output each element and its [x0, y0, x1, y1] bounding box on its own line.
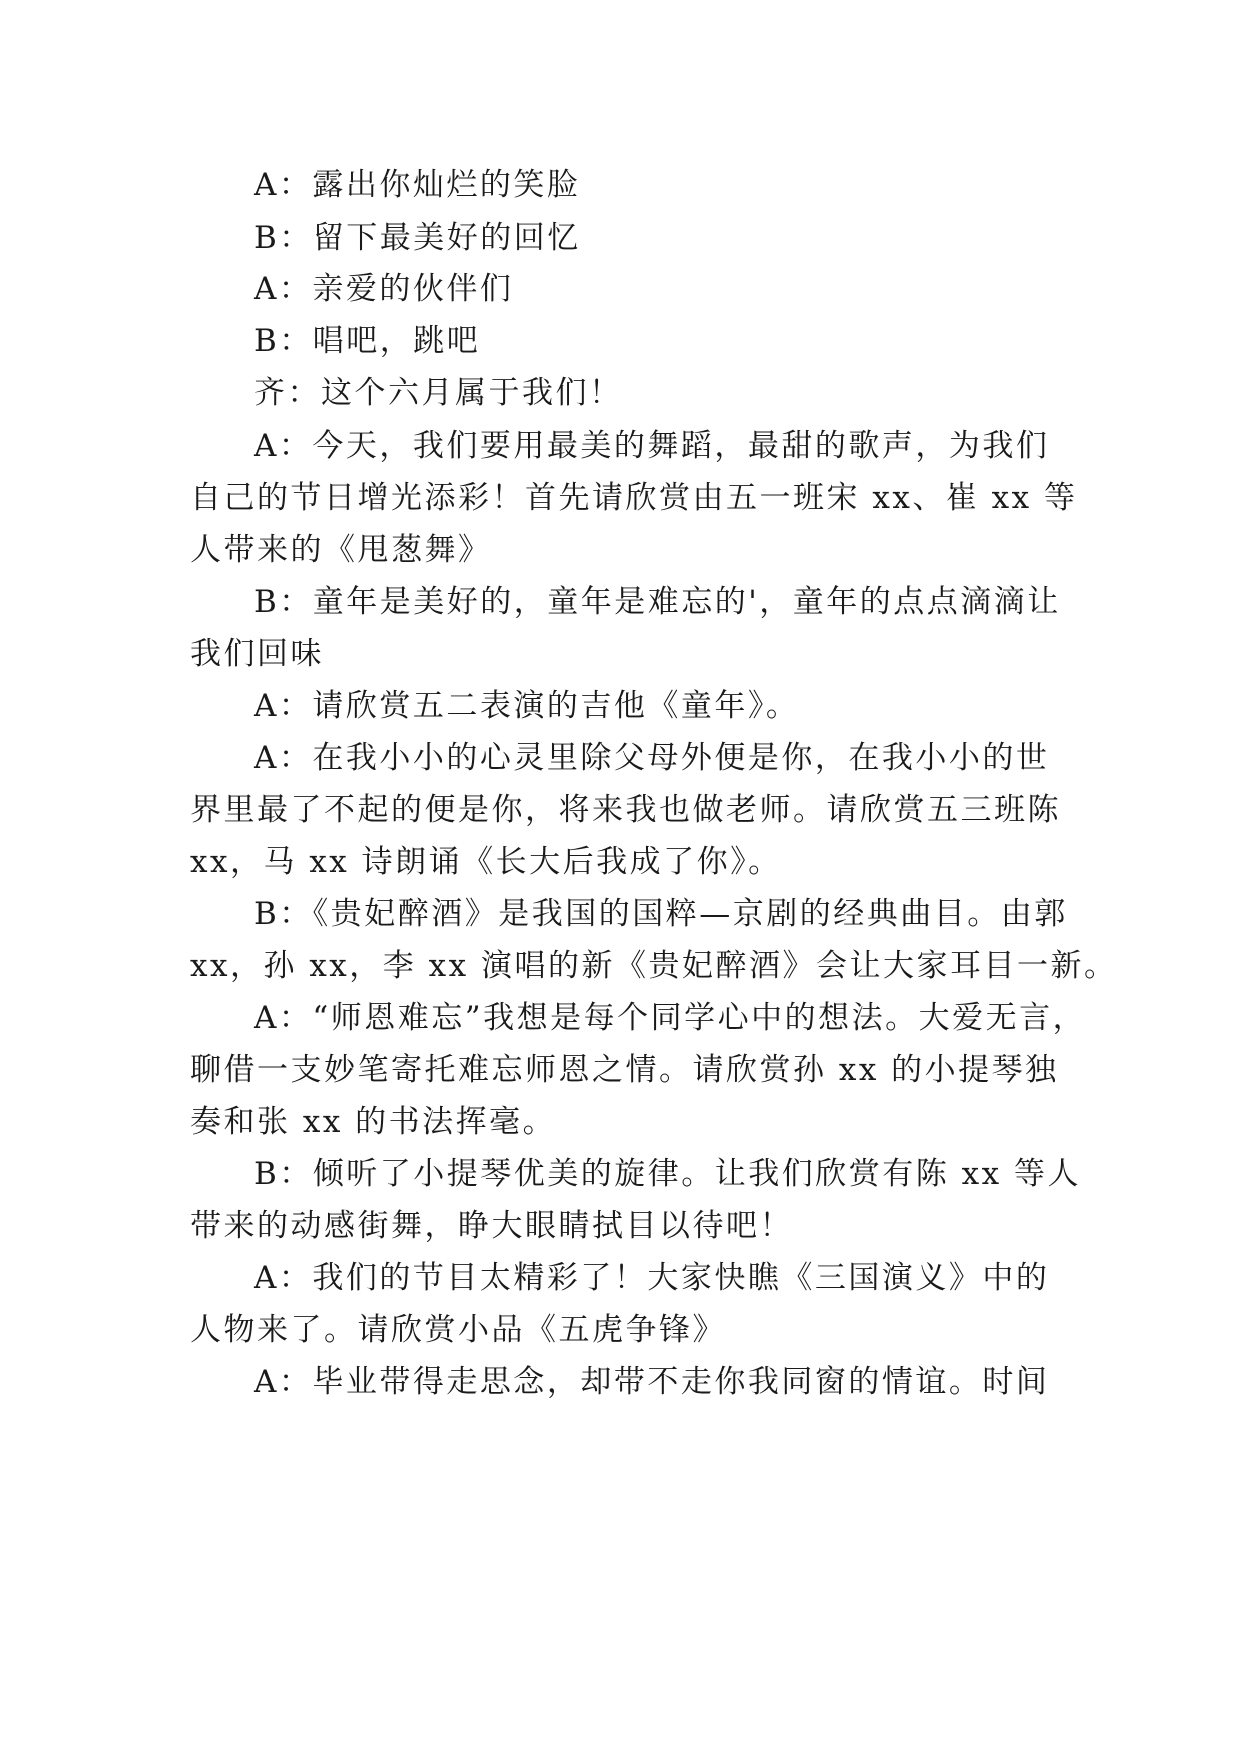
dialogue-line: B：留下最美好的回忆: [254, 220, 581, 256]
dialogue-line: xx，孙 xx，李 xx 演唱的新《贵妃醉酒》会让大家耳目一新。: [190, 948, 1118, 984]
dialogue-line: 人带来的《甩葱舞》: [190, 532, 492, 568]
dialogue-line: A：今天，我们要用最美的舞蹈，最甜的歌声，为我们: [254, 428, 1050, 464]
dialogue-line: B：唱吧，跳吧: [254, 323, 481, 359]
dialogue-line: B：倾听了小提琴优美的旋律。让我们欣赏有陈 xx 等人: [254, 1156, 1081, 1192]
dialogue-line: A：露出你灿烂的笑脸: [254, 167, 581, 203]
dialogue-line: A：我们的节目太精彩了！大家快瞧《三国演义》中的: [254, 1260, 1050, 1296]
dialogue-line: A：“师恩难忘”我想是每个同学心中的想法。大爱无言，: [254, 1000, 1087, 1036]
dialogue-line: 人物来了。请欣赏小品《五虎争锋》: [190, 1312, 726, 1348]
dialogue-line: 带来的动感街舞，睁大眼睛拭目以待吧！: [190, 1208, 793, 1244]
dialogue-line: 奏和张 xx 的书法挥毫。: [190, 1104, 557, 1140]
dialogue-line: 聊借一支妙笔寄托难忘师恩之情。请欣赏孙 xx 的小提琴独: [190, 1052, 1059, 1088]
dialogue-line: A：毕业带得走思念，却带不走你我同窗的情谊。时间: [254, 1364, 1050, 1400]
dialogue-line: 齐：这个六月属于我们！: [254, 375, 623, 411]
dialogue-line: xx，马 xx 诗朗诵《长大后我成了你》。: [190, 844, 782, 880]
dialogue-line: A：在我小小的心灵里除父母外便是你，在我小小的世: [254, 740, 1050, 776]
dialogue-line: B：童年是美好的，童年是难忘的'，童年的点点滴滴让: [254, 584, 1061, 620]
dialogue-line: B：《贵妃醉酒》是我国的国粹—京剧的经典曲目。由郭: [254, 896, 1068, 932]
dialogue-line: 界里最了不起的便是你，将来我也做老师。请欣赏五三班陈: [190, 792, 1061, 828]
dialogue-line: 我们回味: [190, 636, 324, 672]
dialogue-line: 自己的节日增光添彩！首先请欣赏由五一班宋 xx、崔 xx 等: [190, 480, 1078, 516]
dialogue-line: A：亲爱的伙伴们: [254, 271, 514, 307]
dialogue-line: A：请欣赏五二表演的吉他《童年》。: [254, 688, 800, 724]
